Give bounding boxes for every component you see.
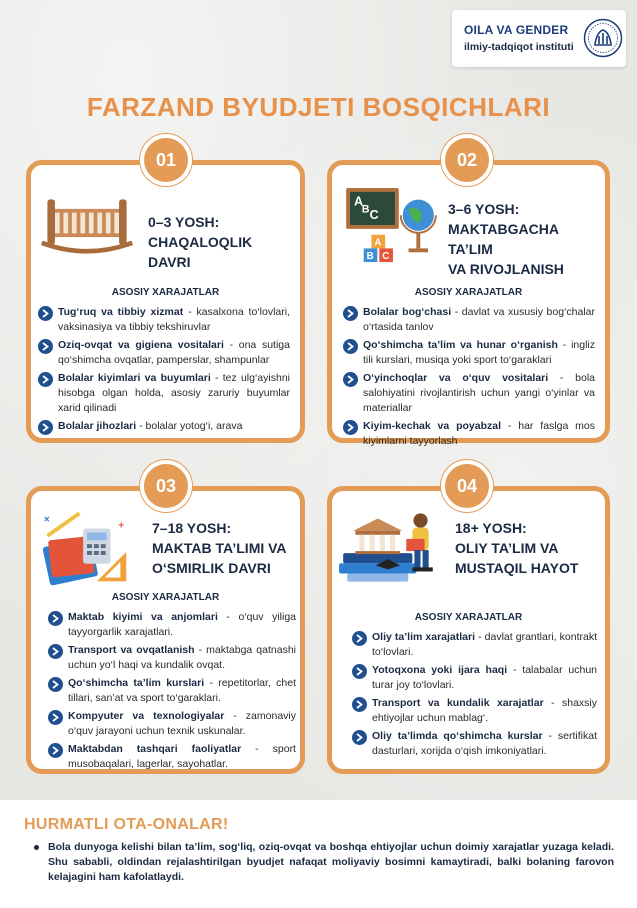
chevron-right-icon	[48, 743, 63, 758]
svg-text:A: A	[374, 237, 382, 249]
expense-item: Qo‘shimcha ta’lim va hunar o‘rganish - ingliz tili kurslari, musiqa yoki sport to‘garaklari	[343, 338, 595, 368]
svg-text:A: A	[353, 194, 364, 209]
expense-list	[48, 610, 296, 775]
expense-item: Kompyuter va texnologiyalar - zamonaviy o‘quv jarayoni uchun texnik uskunalar.	[48, 709, 296, 739]
svg-text:C: C	[369, 208, 379, 223]
chevron-right-icon	[48, 611, 63, 626]
expense-list	[352, 630, 597, 762]
expenses-heading: ASOSIY XARAJATLAR	[111, 287, 220, 298]
expense-list	[38, 305, 290, 437]
expense-item: O‘yinchoqlar va o‘quv vositalari - bola salohiyatini rivojlantirish uchun yangi o‘yinlar va materiallar	[343, 371, 595, 416]
stage-number-badge: 01	[140, 134, 192, 186]
page-title: FARZAND BYUDJETI BOSQICHLARI	[86, 92, 551, 122]
chevron-right-icon	[352, 730, 367, 745]
school-supplies-icon	[40, 512, 138, 592]
svg-text:B: B	[366, 251, 374, 263]
org-subtitle: ilmiy-tadqiqot instituti	[464, 41, 574, 53]
expense-item: Oliy ta’lim xarajatlari - davlat grantlari, kontrakt to‘lovlari.	[352, 630, 597, 660]
svg-text:C: C	[382, 251, 390, 263]
chevron-right-icon	[343, 306, 358, 321]
chevron-right-icon	[48, 677, 63, 692]
parents-note-text: Bola dunyoga kelishi bilan ta’lim, sog‘liq, oziq-ovqat va boshqa ehtiyojlar uchun doimiy xarajatlar yuzaga keladi. Shu sababli, oldindan rejalashtirilgan byudjet nafaqat moliyaviy bosimni kamaytiradi, balki bolaning farovon kelajagini ham kafolatlaydi.	[48, 841, 614, 883]
expense-item: Bolalar bog‘chasi - davlat va xususiy bog‘chalar o‘rtasida tanlov	[343, 305, 595, 335]
chevron-right-icon	[38, 420, 53, 435]
expense-item: Yotoqxona yoki ijara haqi - talabalar uchun turar joy to‘lovlari.	[352, 663, 597, 693]
stage-number-badge: 04	[441, 460, 493, 512]
expense-item: Maktabdan tashqari faoliyatlar - sport musobaqalari, lagerlar, sayohatlar.	[48, 742, 296, 772]
svg-text:B: B	[361, 203, 370, 216]
chevron-right-icon	[343, 372, 358, 387]
stage-title: 3–6 YOSH: MAKTABGACHA TA’LIM VA RIVOJLANISH	[448, 201, 564, 277]
expense-item: Oliy ta’limda qo‘shimcha kurslar - sertifikat dasturlari, xorijda o‘qish imkoniyatlari.	[352, 729, 597, 759]
svg-text:×: ×	[43, 514, 50, 526]
stage-title: 7–18 YOSH: MAKTAB TA’LIMI VA O‘SMIRLIK DAVRI	[152, 520, 287, 576]
expense-item: Transport va kundalik xarajatlar - shaxsiy ehtiyojlar uchun mablag‘.	[352, 696, 597, 726]
stage-title: 18+ YOSH: OLIY TA’LIM VA MUSTAQIL HAYOT	[455, 520, 579, 576]
parents-note-heading: HURMATLI OTA-ONALAR!	[24, 816, 229, 833]
expense-item: Tug‘ruq va tibbiy xizmat - kasalxona to‘lovlari, vaksinasiya va tibbiy tekshiruvlar	[38, 305, 290, 335]
expense-item: Kiyim-kechak va poyabzal - har faslga mos kiyimlarni tayyorlash	[343, 419, 595, 449]
expense-item: Qo‘shimcha ta’lim kurslari - repetitorlar, chet tillari, san’at va sport to‘garaklari.	[48, 676, 296, 706]
org-name: OILA VA GENDER	[464, 23, 569, 37]
org-header	[452, 10, 626, 67]
chevron-right-icon	[352, 697, 367, 712]
expense-item: Maktab kiyimi va anjomlari - o‘quv yiliga tayyorgarlik xarajatlari.	[48, 610, 296, 640]
chevron-right-icon	[38, 372, 53, 387]
expenses-heading: ASOSIY XARAJATLAR	[414, 612, 523, 623]
svg-text:+: +	[118, 520, 125, 532]
chevron-right-icon	[352, 664, 367, 679]
chevron-right-icon	[48, 710, 63, 725]
university-student-icon	[335, 500, 447, 592]
chevron-right-icon	[48, 644, 63, 659]
expense-list	[343, 305, 595, 452]
expense-item: Bolalar jihozlari - bolalar yotog‘i, arava	[38, 419, 290, 434]
stage-number-badge: 02	[441, 134, 493, 186]
parents-note	[0, 800, 637, 908]
expense-item: Bolalar kiyimlari va buyumlari - tez ulg‘ayishni hisobga olgan holda, asosiy zaruriy buyumlar xarid qilinadi	[38, 371, 290, 416]
expense-item: Transport va ovqatlanish - maktabga qatnashi uchun yo‘l haqi va kundalik ovqat.	[48, 643, 296, 673]
chevron-right-icon	[352, 631, 367, 646]
stage-number-badge: 03	[140, 460, 192, 512]
chevron-right-icon	[38, 306, 53, 321]
stage-title: 0–3 YOSH: CHAQALOQLIK DAVRI	[148, 214, 253, 270]
chevron-right-icon	[38, 339, 53, 354]
abc-board-globe-icon	[342, 186, 440, 264]
cradle-icon	[38, 190, 136, 256]
chevron-right-icon	[343, 339, 358, 354]
expenses-heading: ASOSIY XARAJATLAR	[111, 592, 220, 603]
bullet-dot	[34, 845, 39, 850]
chevron-right-icon	[343, 420, 358, 435]
institute-logo-icon	[583, 18, 623, 58]
expense-item: Oziq-ovqat va gigiena vositalari - ona sutiga qo‘shimcha ovqatlar, pamperslar, shampunlar	[38, 338, 290, 368]
expenses-heading: ASOSIY XARAJATLAR	[414, 287, 523, 298]
